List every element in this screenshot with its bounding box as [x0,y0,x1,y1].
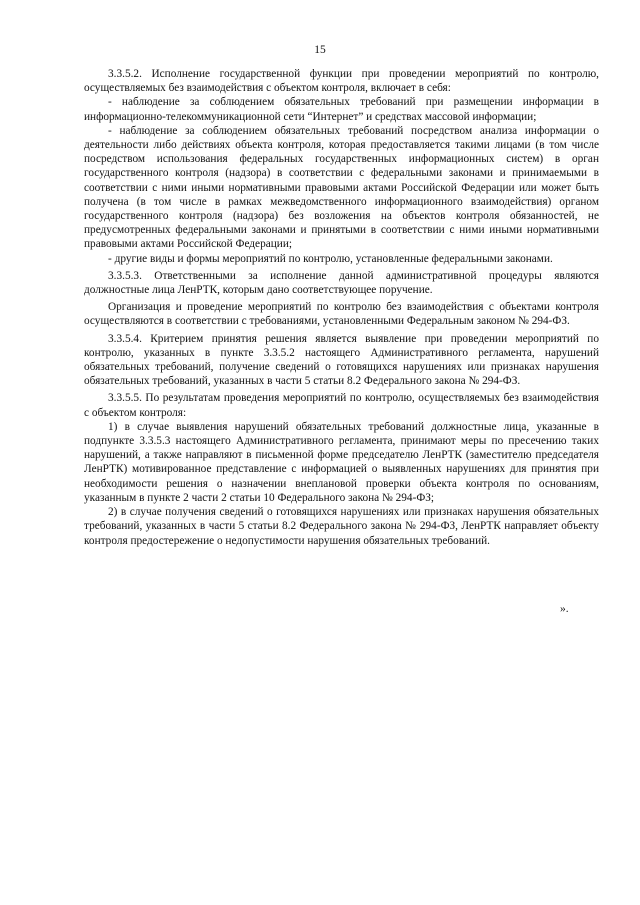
paragraph-bullet-other: - другие виды и формы мероприятий по контролю, установленные федеральными законами. [108,252,553,265]
paragraph-3-3-5-5: 3.3.5.5. По результатам проведения мероприятий по контролю, осуществляемых без взаимодействия с объектом контроля: [84,392,599,419]
paragraph-item-2: 2) в случае получения сведений о готовящихся нарушениях или признаках нарушения обязательных требований, указанных в части 5 статьи 8.2 Федерального закона № 294-ФЗ, ЛенРТК направляет объекту контроля предостережение о недопустимости нарушения обязательных требований. [84,506,599,547]
paragraph-item-1: 1) в случае выявления нарушений обязательных требований должностные лица, указанные в подпункте 3.3.5.3 настоящего Административного регламента, принимают меры по пресечению таких нарушений, а также направляют в письменной форме председателю ЛенРТК (заместителю председателя ЛенРТК) мотивированное представление с информацией о выявленных нарушениях для принятия при необходимости решения о назначении внеплановой проверки объекта контроля по основаниям, указанным в пункте 2 части 2 статьи 10 Федерального закона № 294-ФЗ; [84,420,599,504]
paragraph-bullet-internet: - наблюдение за соблюдением обязательных требований при размещении информации в информационно-телекоммуникационной сети “Интернет” и средствах массовой информации; [84,96,599,123]
paragraph-3-3-5-2: 3.3.5.2. Исполнение государственной функции при проведении мероприятий по контролю, осуществляемых без взаимодействия с объектом контроля, включает в себя: [84,68,599,95]
paragraph-3-3-5-3: 3.3.5.3. Ответственными за исполнение данной административной процедуры являются должностные лица ЛенРТК, которым дано соответствующее поручение. [84,269,599,297]
page-number: 15 [314,44,326,56]
closing-quote-mark: ». [560,603,569,615]
paragraph-3-3-5-4: 3.3.5.4. Критерием принятия решения является выявление при проведении мероприятий по контролю, указанных в пункте 3.3.5.2 настоящего Административного регламента, нарушений обязательных требований, получение сведений о готовящихся нарушениях или признаках нарушения обязательных требований, указанных в части 5 статьи 8.2 Федерального закона № 294-ФЗ. [84,332,599,388]
paragraph-organization: Организация и проведение мероприятий по контролю без взаимодействия с объектами контроля осуществляются в соответствии с требованиями, установленными Федеральным законом № 294-ФЗ. [84,301,599,328]
paragraph-bullet-analysis: - наблюдение за соблюдением обязательных требований посредством анализа информации о деятельности либо действиях объекта контроля, которая предоставляется такими лицами (в том числе посредством использования федеральных государственных информационных систем) в орган государственного контроля (надзора) в соответствии с федеральными законами и принимаемыми в соответствии с ними иными нормативными правовыми актами Российской Федерации или может быть получена (в том числе в рамках межведомственного информационного взаимодействия) органом государственного контроля (надзора) без возложения на объектов контроля обязанностей, не предусмотренных федеральными законами и принятыми в соответствии с ними иными нормативными правовыми актами Российской Федерации; [84,124,599,251]
document-body [84,67,599,548]
